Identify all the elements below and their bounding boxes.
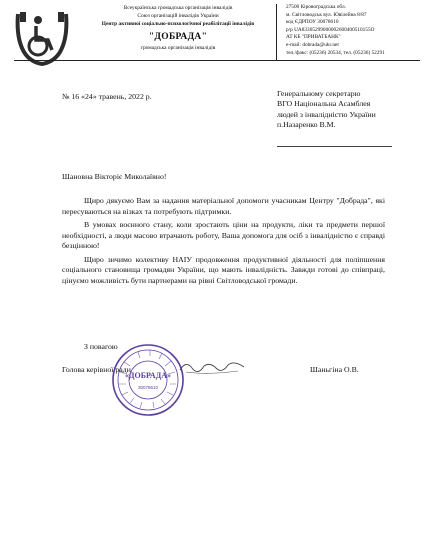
body-paragraph: В умовах воєнного стану, коли зростають ціни на продукти, ліки та предмети першої необхідності, а люди масово втрачають роботу, Ваша допомога для осіб з інвалідністю є справді безцінною! — [62, 220, 385, 250]
contacts-block — [286, 4, 426, 57]
contact-line: код ЄДРПОУ 30078610 — [286, 19, 339, 26]
letter-body — [62, 196, 385, 289]
org-type: громадська організація інвалідів — [140, 45, 216, 51]
org-line: Всеукраїнська громадська організація інвалідів — [123, 5, 233, 11]
letter-reference: № 16 «24» травень, 2022 р. — [62, 92, 152, 101]
addressee-line: людей з інвалідністю України — [277, 109, 376, 119]
contact-line: р/р UA83305299000002600400510155O — [286, 26, 375, 33]
contact-email: e-mail: dobrada@ukr.net — [286, 41, 339, 48]
closing-regards: З повагою — [84, 342, 118, 351]
header-vertical-divider — [276, 4, 277, 61]
organization-header — [80, 4, 276, 52]
stamp-center-text: «ДОБРАДА» — [125, 371, 171, 380]
wheelchair-hands-logo-icon — [14, 8, 70, 68]
signer-name: Шаньгіна О.В. — [310, 365, 359, 374]
stamp-code: 30078610 — [137, 385, 159, 390]
handwritten-signature — [178, 356, 248, 378]
org-line: Союз організацій інвалідів України — [137, 13, 219, 19]
contact-line: 27500 Кіровоградська обл. — [286, 4, 346, 10]
signer-title: Голова керівної ради — [62, 365, 131, 374]
contact-line: АТ КБ "ПРИВАТБАНК" — [286, 34, 341, 41]
greeting: Шановна Вікторіє Миколаївно! — [62, 172, 167, 181]
addressee-underline — [277, 146, 392, 147]
addressee-block — [277, 89, 376, 131]
header-divider — [14, 60, 420, 61]
org-line: Центр активної соціально-психологічної реабілітації інвалідів — [101, 21, 255, 27]
contact-line: м. Світловодськ вул. Ювілейна 8/87 — [286, 11, 367, 18]
addressee-name: п.Назаренко В.М. — [277, 120, 336, 130]
addressee-line: ВГО Національна Асамблея — [277, 99, 371, 109]
org-brand-name: "ДОБРАДА" — [148, 32, 208, 42]
body-paragraph: Щиро дякуємо Вам за надання матеріальної допомоги учасникам Центру "Добрада", які пересуваються на візках та потребують підтримки. — [62, 196, 385, 216]
body-paragraph: Щиро зичимо колективу НАІУ продовження продуктивної діяльності для поліпшення соціального становища громадян України, що мають інвалідність. Завжди готові до співпраці, цінуємо можливість бути партнерами на рівні Світловодської громади. — [62, 254, 385, 285]
organization-stamp — [110, 342, 186, 418]
addressee-line: Генеральному секретарю — [277, 89, 361, 98]
contact-phone: тел./факс: (05236) 20534, тел. (05236) 52291 — [286, 49, 385, 56]
